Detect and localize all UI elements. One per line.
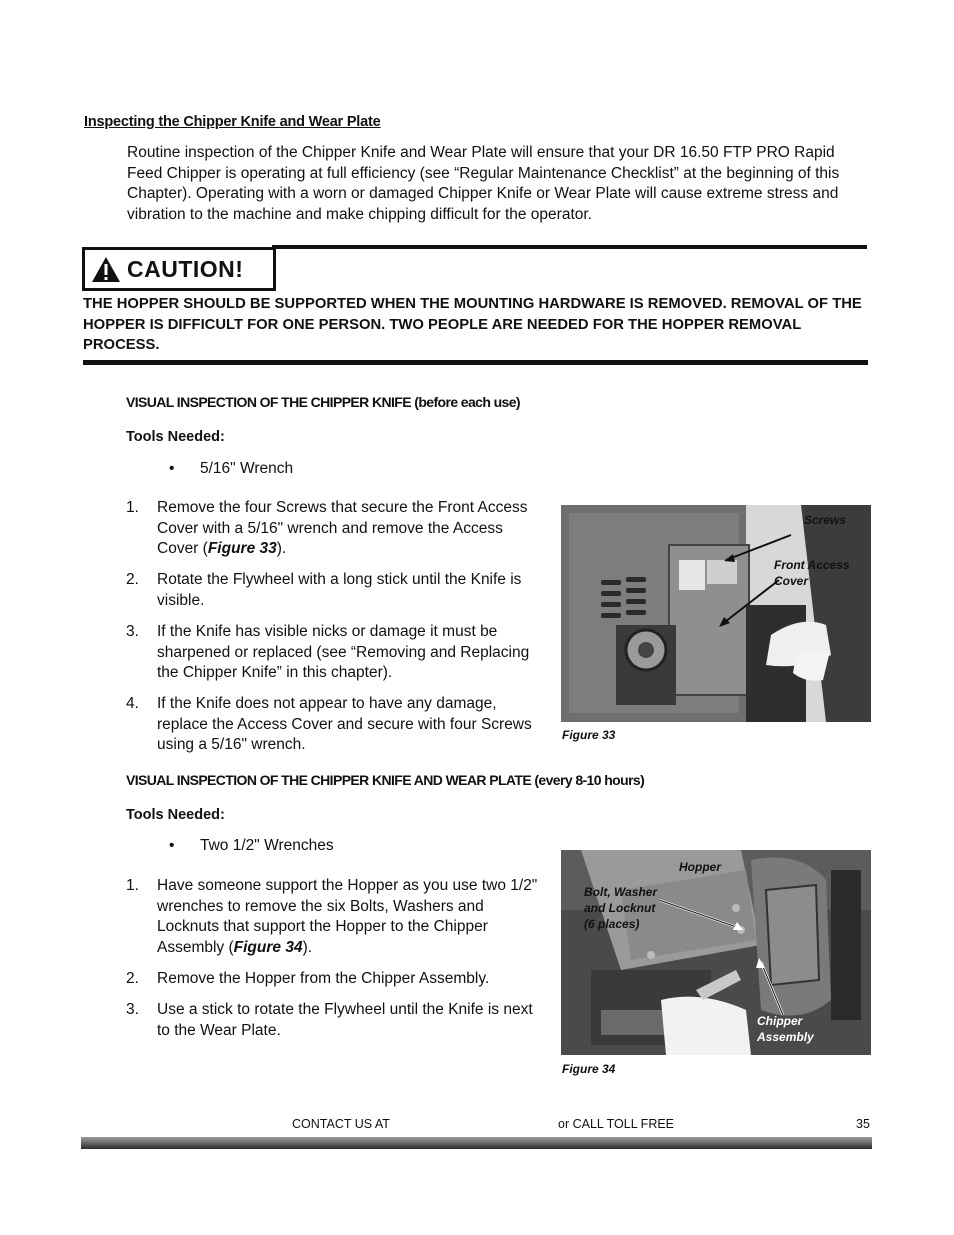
callout-line: Bolt, Washer [584,885,658,899]
step-text: Use a stick to rotate the Flywheel until the Knife is next to the Wear Plate. [157,1000,533,1039]
hopper-removal-illustration [561,850,871,1055]
section2-heading: VISUAL INSPECTION OF THE CHIPPER KNIFE AND WEAR PLATE (every 8-10 hours) [126,772,645,788]
step-text [157,876,546,958]
step-number: 2. [126,969,139,987]
step-text: Rotate the Flywheel with a long stick until the Knife is visible. [157,571,522,609]
callout-bolt-washer-locknut [584,884,657,932]
figure-33-photo [561,505,871,722]
callout-line: Assembly [757,1030,814,1044]
list-item [126,876,546,958]
footer-contact: CONTACT US AT [292,1117,390,1131]
step-number: 4. [126,695,139,713]
caution-text: THE HOPPER SHOULD BE SUPPORTED WHEN THE MOUNTING HARDWARE IS REMOVED. REMOVAL OF THE HOPPER IS DIFFICULT FOR ONE PERSON. TWO PEOPLE ARE NEEDED FOR THE HOPPER REMOVAL PROCESS. [83,296,862,354]
section1-steps [126,498,546,767]
section1-tools-label: Tools Needed: [126,429,225,445]
tool-name: Two 1/2" Wrenches [200,837,334,854]
caution-top-rule [272,245,867,249]
step-text: Remove the Hopper from the Chipper Assembly. [157,969,490,987]
section-title: Inspecting the Chipper Knife and Wear Plate [84,114,381,130]
callout-line: (6 places) [584,917,640,931]
list-item [126,969,546,990]
callout-chipper-assembly [757,1013,814,1045]
intro-paragraph: Routine inspection of the Chipper Knife and Wear Plate will ensure that your DR 16.50 FTP PRO Rapid Feed Chipper is operating at full efficiency (see “Regular Maintenance Checklist” at the beginning of this Chapter). Operating with a worn or damaged Chipper Knife or Wear Plate will cause extreme stress and vibration to the machine and make chipping difficult for the operator. [127,144,840,223]
step-number: 3. [126,1000,139,1018]
caution-bottom-rule [83,360,868,365]
chipper-access-cover-illustration [561,505,871,722]
callout-hopper: Hopper [679,860,721,874]
callout-line: Chipper [757,1014,803,1028]
list-item [126,694,546,756]
caution-label: CAUTION! [127,255,244,282]
warning-triangle-icon [91,256,121,283]
callout-screws: Screws [804,513,847,527]
section2-steps [126,876,546,1052]
bullet-icon: • [169,837,175,854]
page-number: 35 [856,1117,870,1131]
footer-bar [81,1137,872,1149]
callout-line: Cover [774,574,809,588]
step-text: If the Knife has visible nicks or damage it must be sharpened or replaced (see “Removing and Replacing the Chipper Knife” in this chapter). [157,622,530,682]
callout-line: and Locknut [584,901,656,915]
figure-reference: Figure 34 [233,938,303,956]
list-item [126,1000,546,1041]
figure-33-caption: Figure 33 [562,728,616,742]
figure-34-photo [561,850,871,1055]
list-item [126,570,546,611]
step-text-tail: ). [302,938,313,956]
footer-call: or CALL TOLL FREE [558,1117,675,1131]
section1-heading: VISUAL INSPECTION OF THE CHIPPER KNIFE (before each use) [126,394,520,410]
step-number: 1. [126,877,139,894]
list-item [126,622,546,684]
step-number: 3. [126,622,139,640]
callout-front-access-cover [774,557,850,589]
figure-reference: Figure 33 [207,540,277,558]
section1-tool-item [169,460,293,478]
section2-tools-label: Tools Needed: [126,807,225,823]
figure-34-caption: Figure 34 [562,1062,616,1076]
section2-tool-item [169,837,334,855]
step-number: 1. [126,499,139,516]
tool-name: 5/16" Wrench [200,460,294,477]
step-number: 2. [126,571,139,589]
step-text-body: Have someone support the Hopper as you use two 1/2" wrenches to remove the six Bolts, Washers and Locknuts that support the Hopper to the Chipper Assembly ( [157,877,538,956]
callout-line: Front Access [774,558,850,572]
step-text: If the Knife does not appear to have any damage, replace the Access Cover and secure with four Screws using a 5/16" wrench. [157,695,532,754]
step-text-tail: ). [276,540,287,558]
step-text-body: Remove the four Screws that secure the Front Access Cover with a 5/16" wrench and remove the Access Cover ( [157,499,528,558]
list-item [126,498,546,560]
bullet-icon: • [169,460,175,477]
step-text [157,498,546,560]
caution-banner [82,247,276,291]
